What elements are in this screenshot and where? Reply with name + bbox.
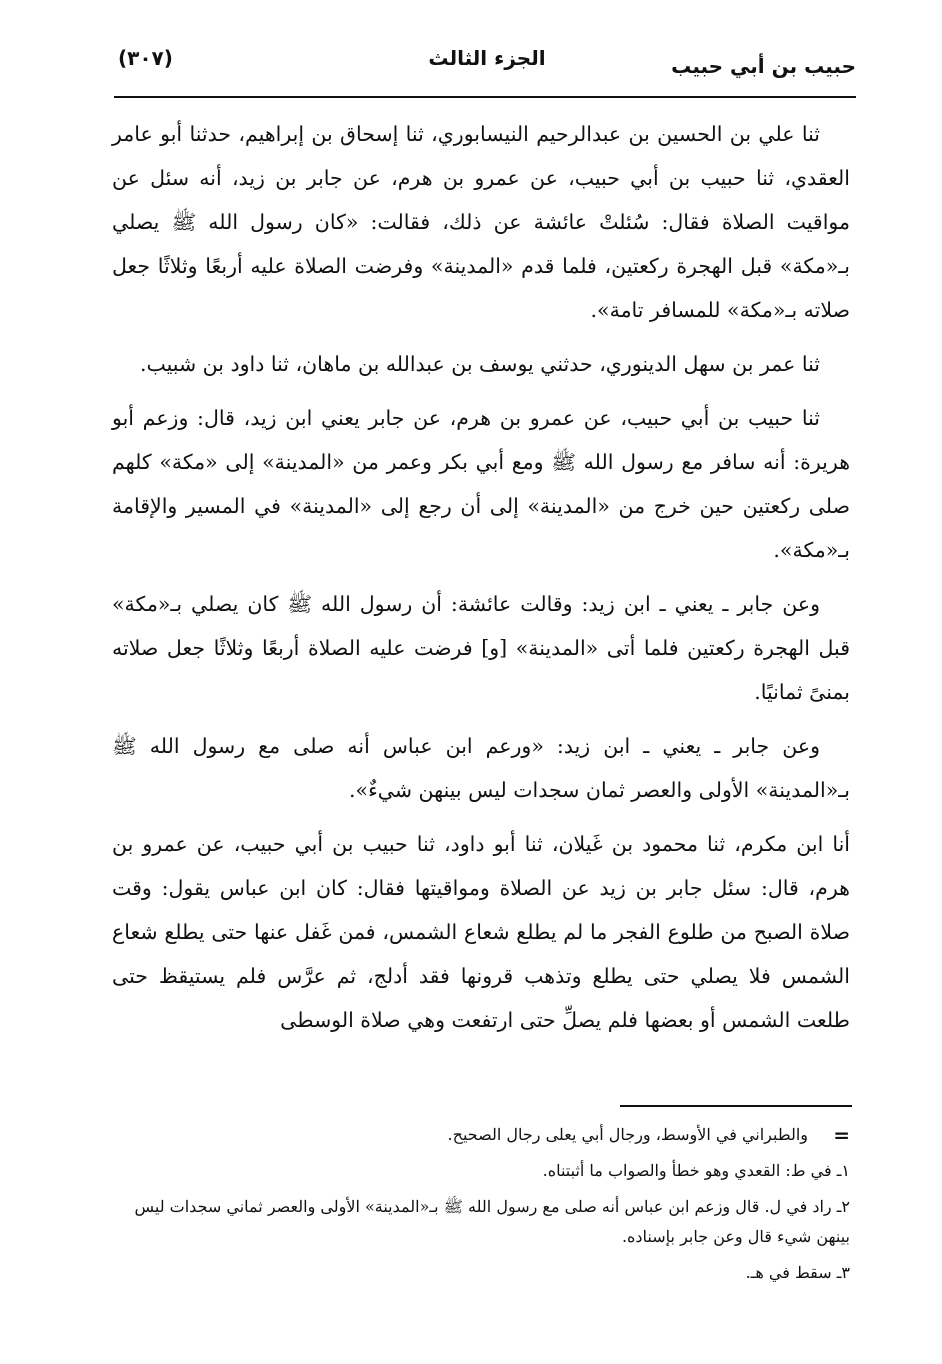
page-number: (٣٠٧)	[118, 46, 173, 70]
footnote-continuation	[112, 1120, 850, 1150]
page-header	[118, 40, 856, 84]
footnote-2: ٢ـ راد في ل. قال وزعم ابن عباس أنه صلى مع رسول الله ﷺ بـ«المدينة» الأولى والعصر ثماني سجدات ليس بينهن شيء قال وعن جابر بإسناده.	[134, 1197, 850, 1246]
paragraph: ثنا علي بن الحسين بن عبدالرحيم النيسابوري، ثنا إسحاق بن إبراهيم، حدثنا أبو عامر العقدي، ثنا حبيب بن أبي حبيب، عن عمرو بن هرم، عن جابر بن زيد، أنه سئل عن مواقيت الصلاة فقال: سُئلتْ عائشة عن ذلك، فقالت: «كان رسول الله ﷺ يصلي بـ«مكة» قبل الهجرة ركعتين، فلما قدم «المدينة» وفرضت الصلاة عليه أربعًا وثلاثًا جعل صلاته بـ«مكة» للمسافر تامة».	[112, 122, 850, 322]
footnote-rule	[620, 1105, 852, 1107]
paragraph: أنا ابن مكرم، ثنا محمود بن غَيلان، ثنا أبو داود، ثنا حبيب بن أبي حبيب، عن عمرو بن هرم، قال: سئل جابر بن زيد عن الصلاة ومواقيتها فقال: كان ابن عباس يقول: وقت صلاة الصبح من طلوع الفجر ما لم يطلع شعاع الشمس، فمن غَفل عنها حتى يطلع شعاع الشمس فلا يصلي حتى يطلع وتذهب قرونها فقد أدلج، ثم عرَّس فلم يستيقظ حتى طلعت الشمس أو بعضها فلم يصلِّ حتى ارتفعت وهي صلاة الوسطى	[112, 832, 850, 1032]
footnote-3: ٣ـ سقط في هـ.	[745, 1263, 850, 1282]
running-head-part: الجزء الثالث	[428, 46, 546, 70]
paragraph: وعن جابر ـ يعني ـ ابن زيد: وقالت عائشة: أن رسول الله ﷺ كان يصلي بـ«مكة» قبل الهجرة ركعتين فلما أتى «المدينة» [و] فرضت عليه الصلاة أربعًا وثلاثًا جعل صلاته بمنىً ثمانيًا.	[112, 592, 850, 704]
continuation-mark: =	[833, 1123, 850, 1147]
paragraph: ثنا حبيب بن أبي حبيب، عن عمرو بن هرم، عن جابر يعني ابن زيد، قال: وزعم أبو هريرة: أنه سافر مع رسول الله ﷺ ومع أبي بكر وعمر من «المدينة» إلى «مكة» كلهم صلى ركعتين حين خرج من «المدينة» إلى أن رجع إلى «المدينة» في المسير والإقامة بـ«مكة».	[112, 406, 850, 562]
paragraph: وعن جابر ـ يعني ـ ابن زيد: «ورعم ابن عباس أنه صلى مع رسول الله ﷺ بـ«المدينة» الأولى والعصر ثمان سجدات ليس بينهن شيءٌ».	[112, 734, 850, 802]
footnotes	[112, 1120, 850, 1294]
paragraph: ثنا عمر بن سهل الدينوري، حدثني يوسف بن عبدالله بن ماهان، ثنا داود بن شبيب.	[139, 352, 820, 376]
footnote-1: ١ـ في ط: القعدي وهو خطأ والصواب ما أثبتناه.	[542, 1161, 850, 1180]
header-rule	[114, 96, 856, 98]
running-head-book-title: حبيب بن أبي حبيب	[671, 54, 856, 78]
footnote-continuation-text: والطبراني في الأوسط، ورجال أبي يعلى رجال الصحيح.	[447, 1125, 808, 1144]
main-text	[112, 112, 850, 1052]
